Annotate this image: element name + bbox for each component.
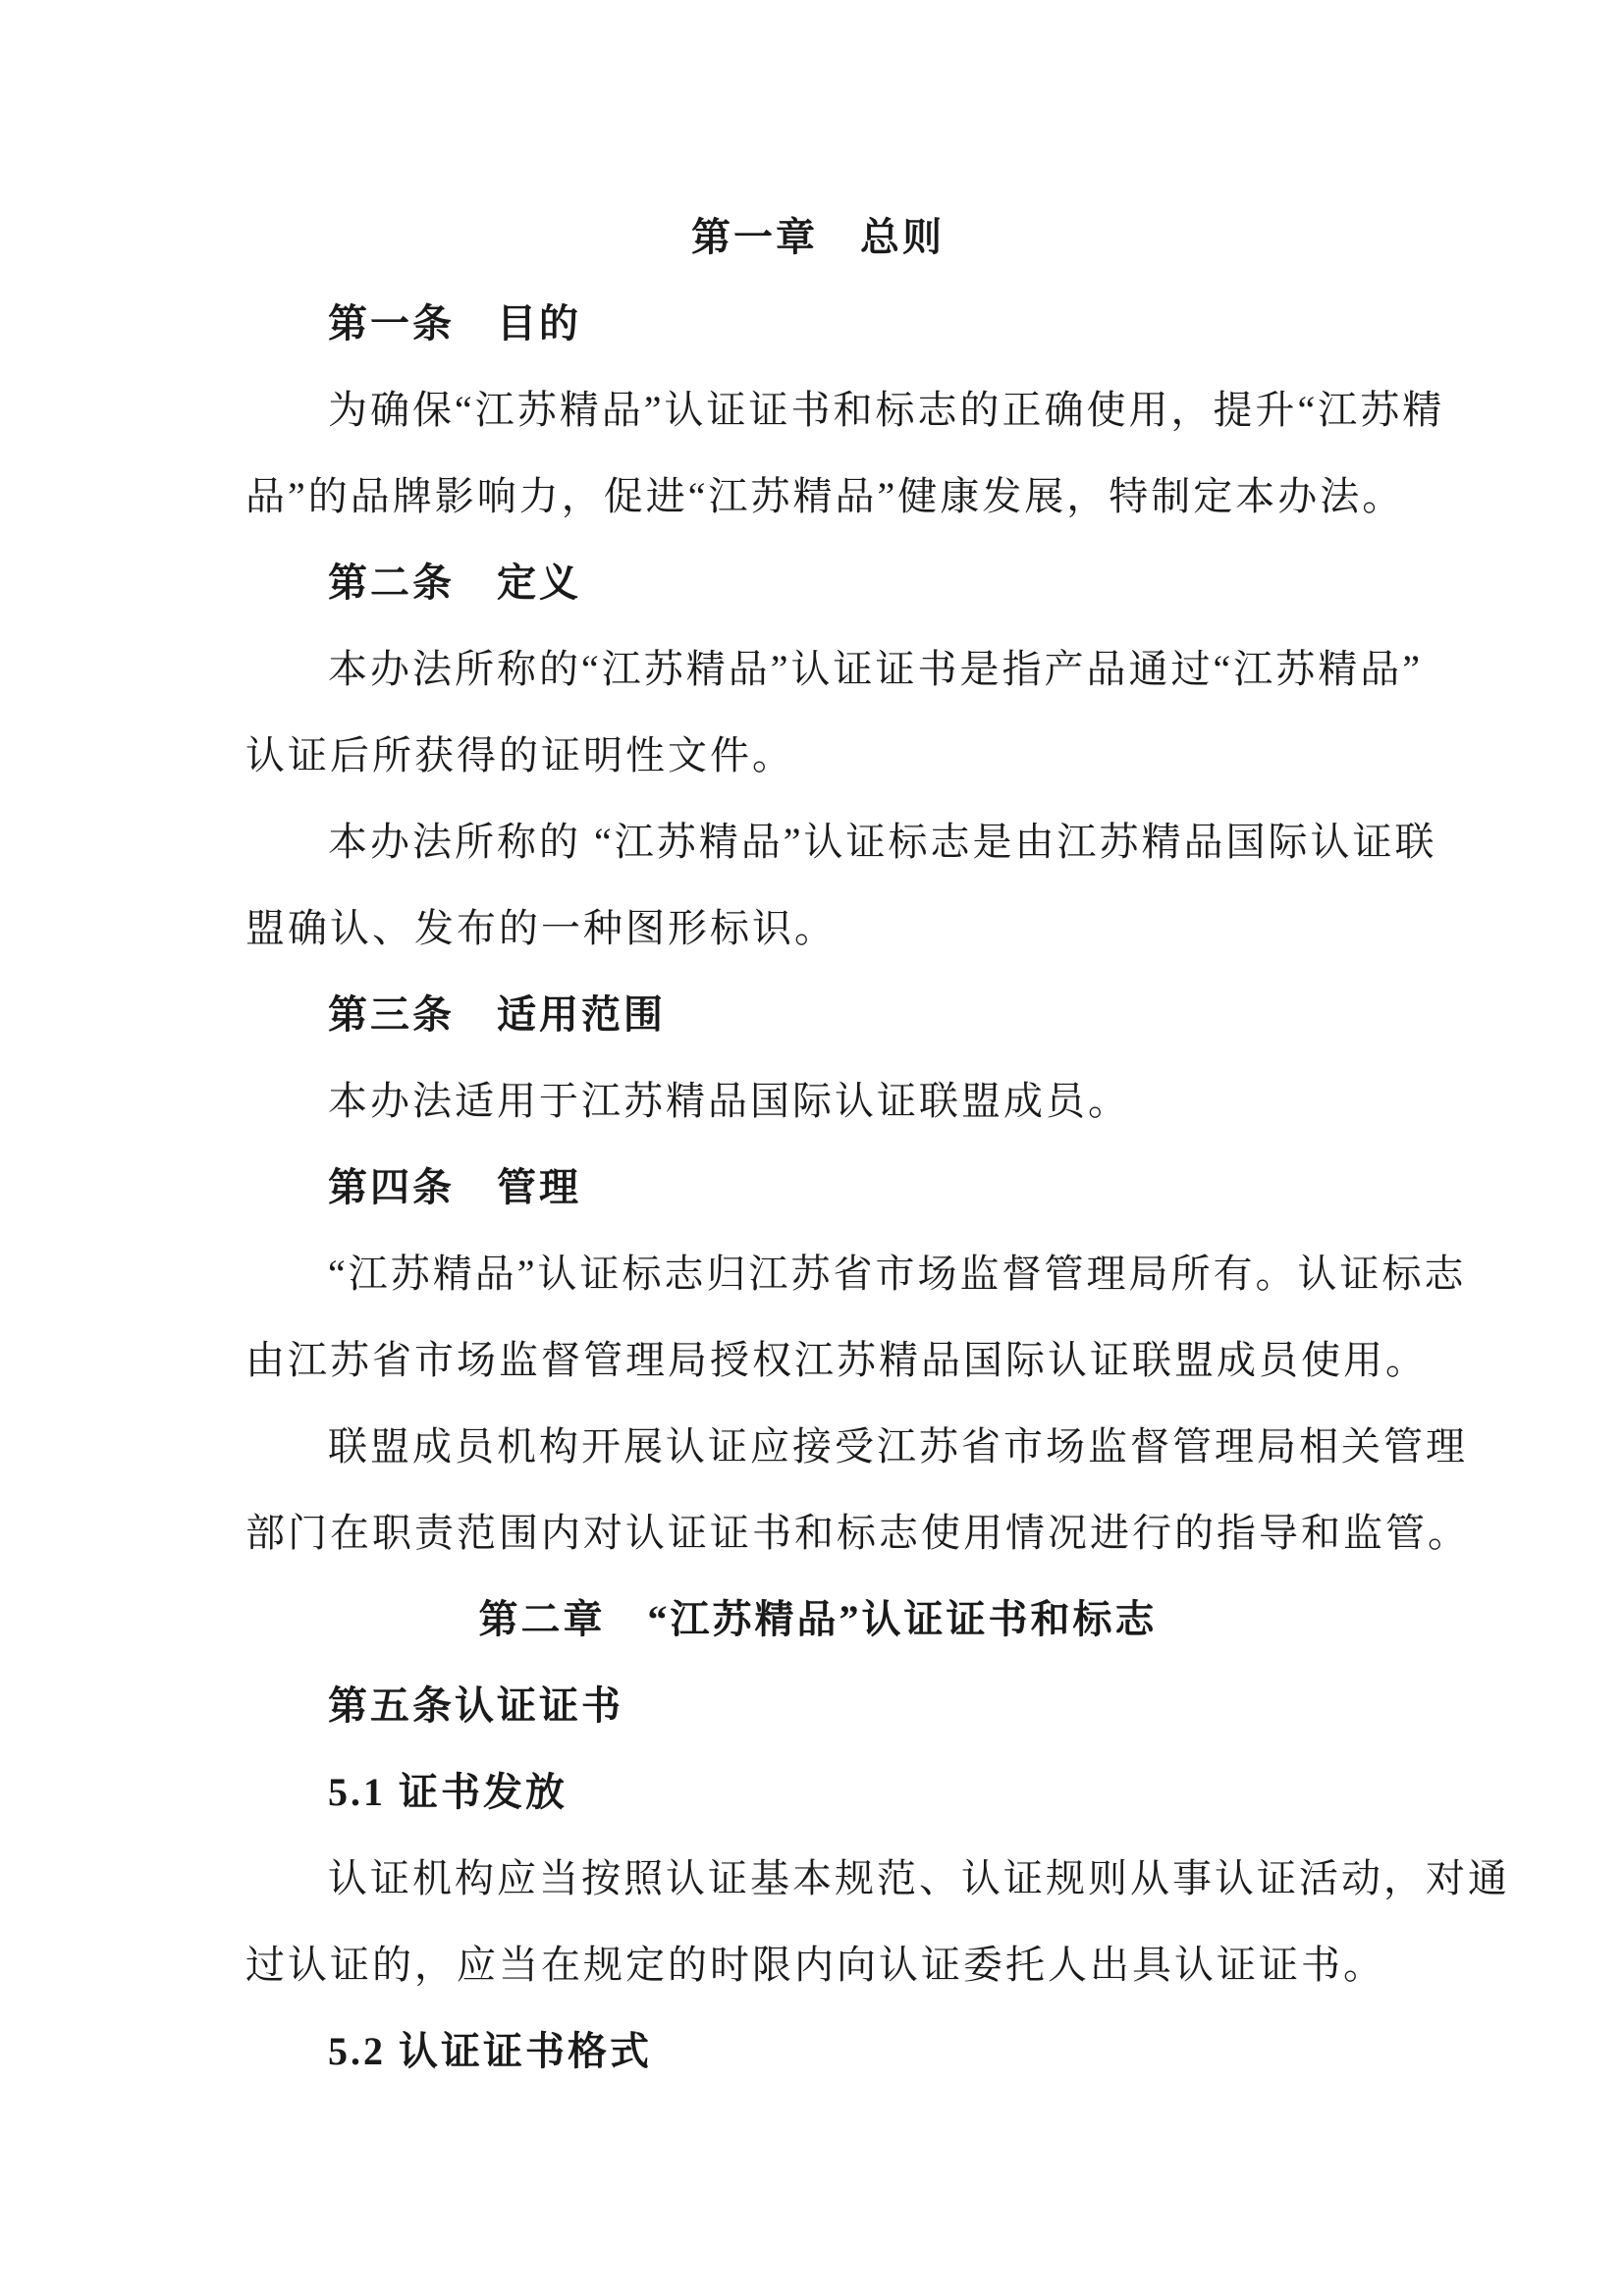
article-4-paragraph-line: 联盟成员机构开展认证应接受江苏省市场监督管理局相关管理 [328,1424,1468,1468]
article-1-paragraph-line: 为确保“江苏精品”认证证书和标志的正确使用，提升“江苏精 [328,388,1445,432]
article-1-heading: 第一条 目的 [328,301,581,346]
article-2-paragraph-line: 盟确认、发布的一种图形标识。 [245,906,837,950]
article-2-paragraph-line: 本办法所称的 “江苏精品”认证标志是由江苏精品国际认证联 [328,820,1437,864]
article-2-paragraph-line: 认证后所获得的证明性文件。 [245,733,794,777]
article-4-paragraph-line: 部门在职责范围内对认证证书和标志使用情况进行的指导和监管。 [245,1511,1470,1555]
chapter-2-heading: 第二章 “江苏精品”认证证书和标志 [478,1597,1158,1641]
article-4-paragraph-line: 由江苏省市场监督管理局授权江苏精品国际认证联盟成员使用。 [245,1338,1428,1382]
article-1-paragraph-line: 品”的品牌影响力，促进“江苏精品”健康发展，特制定本办法。 [245,474,1405,518]
article-3-paragraph-line: 本办法适用于江苏精品国际认证联盟成员。 [328,1079,1130,1123]
section-5-1-paragraph-line: 认证机构应当按照认证基本规范、认证规则从事认证活动，对通 [328,1856,1510,1900]
section-5-1-paragraph-line: 过认证的，应当在规定的时限内向认证委托人出具认证证书。 [245,1943,1385,1987]
section-5-2-heading: 5.2 认证证书格式 [328,2029,652,2073]
chapter-1-heading: 第一章 总则 [691,215,945,259]
article-3-heading: 第三条 适用范围 [328,992,666,1037]
article-2-paragraph-line: 本办法所称的“江苏精品”认证证书是指产品通过“江苏精品” [328,647,1424,691]
article-4-heading: 第四条 管理 [328,1165,581,1209]
article-4-paragraph-line: “江苏精品”认证标志归江苏省市场监督管理局所有。认证标志 [328,1252,1467,1296]
article-5-heading: 第五条认证证书 [328,1683,623,1728]
article-2-heading: 第二条 定义 [328,561,581,605]
section-5-1-heading: 5.1 证书发放 [328,1770,568,1814]
